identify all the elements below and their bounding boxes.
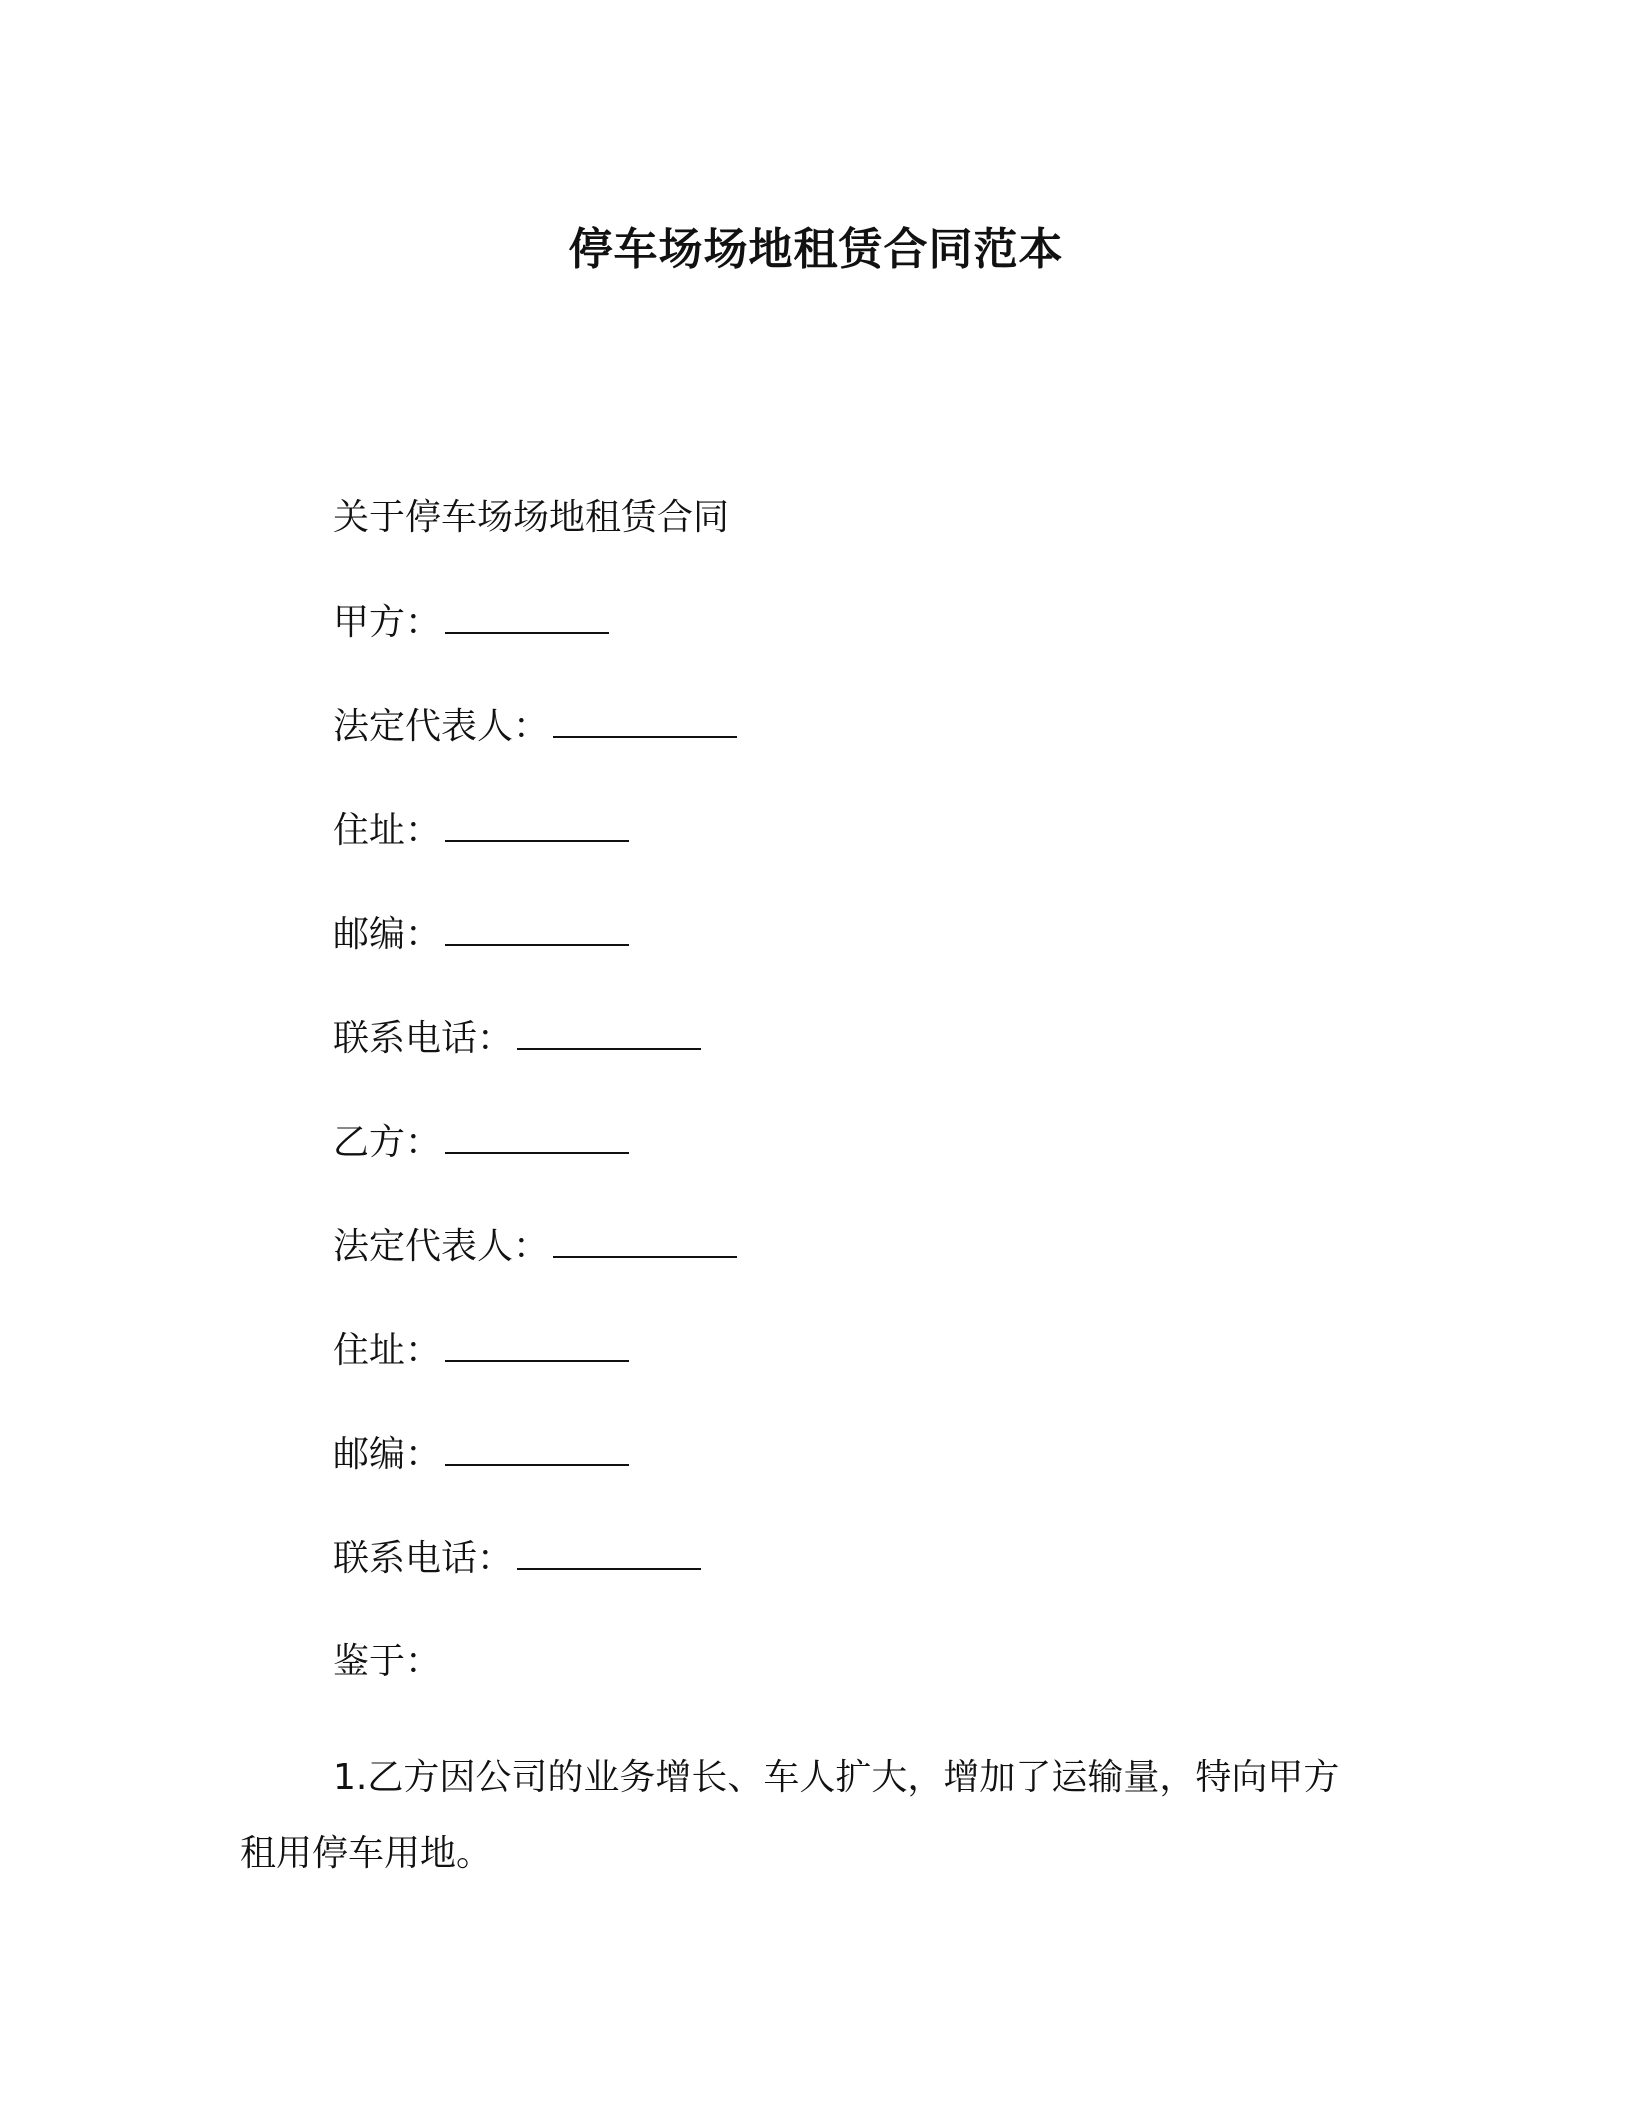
party-b-name-label: 乙方： <box>333 1122 442 1163</box>
party-b-postcode-blank <box>445 1428 629 1466</box>
clause-1-paragraph: 1.乙方因公司的业务增长、车人扩大，增加了运输量，特向甲方租用停车用地。 <box>240 1757 1340 1874</box>
party-a-postcode-field <box>333 908 1433 1012</box>
party-a-postcode-label: 邮编： <box>333 914 442 955</box>
party-a-rep-label: 法定代表人： <box>333 706 550 747</box>
party-a-name-field <box>333 596 1433 700</box>
contract-subtitle: 关于停车场场地租赁合同 <box>333 497 730 538</box>
party-a-rep-field <box>333 700 1433 804</box>
party-a-postcode-blank <box>445 908 629 946</box>
whereas-heading: 鉴于： <box>333 1641 442 1682</box>
party-b-phone-label: 联系电话： <box>333 1538 514 1579</box>
contract-fields <box>333 492 1433 1740</box>
party-b-rep-field <box>333 1220 1433 1324</box>
party-b-phone-blank <box>517 1532 701 1570</box>
document-title: 停车场场地租赁合同范本 <box>568 224 1064 275</box>
party-b-postcode-label: 邮编： <box>333 1434 442 1475</box>
party-a-phone-label: 联系电话： <box>333 1018 514 1059</box>
party-b-name-blank <box>445 1116 629 1154</box>
party-b-address-label: 住址： <box>333 1330 442 1371</box>
party-a-address-blank <box>445 804 629 842</box>
party-a-phone-blank <box>517 1012 701 1050</box>
party-b-rep-blank <box>553 1220 737 1258</box>
party-a-name-label: 甲方： <box>333 602 442 643</box>
party-b-name-field <box>333 1116 1433 1220</box>
party-b-rep-label: 法定代表人： <box>333 1226 550 1267</box>
party-a-address-label: 住址： <box>333 810 442 851</box>
party-a-name-blank <box>445 596 609 634</box>
party-a-rep-blank <box>553 700 737 738</box>
party-b-address-field <box>333 1324 1433 1428</box>
party-a-phone-field <box>333 1012 1433 1116</box>
party-b-address-blank <box>445 1324 629 1362</box>
party-b-postcode-field <box>333 1428 1433 1532</box>
party-b-phone-field <box>333 1532 1433 1636</box>
party-a-address-field <box>333 804 1433 908</box>
